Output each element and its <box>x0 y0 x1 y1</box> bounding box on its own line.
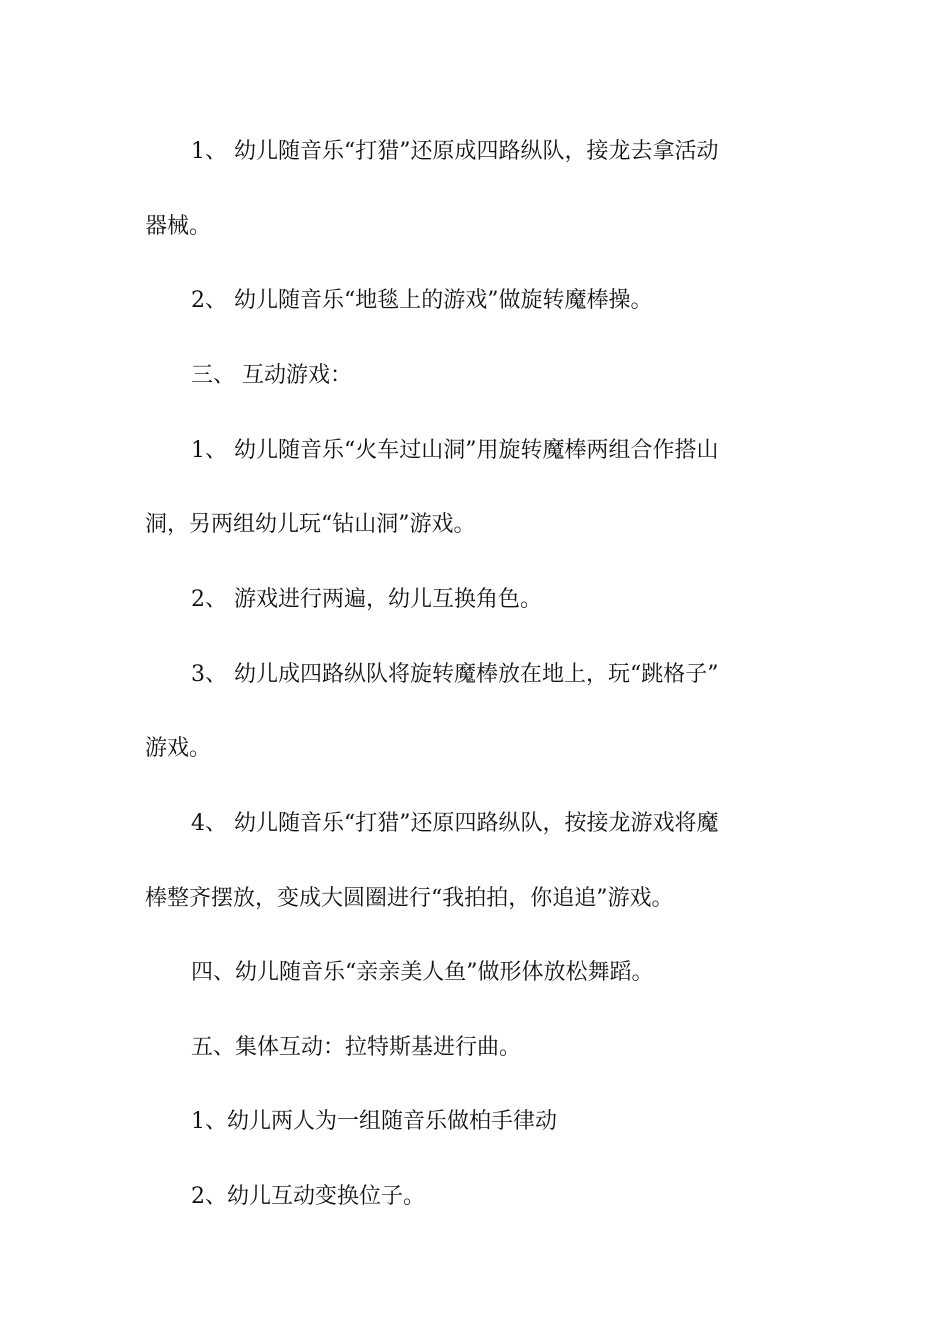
paragraph-line-15: 2、幼儿互动变换位子。 <box>191 1184 425 1209</box>
paragraph-line-11: 棒整齐摆放，变成大圆圈进行“我拍拍，你追追”游戏。 <box>145 886 674 911</box>
section-heading-five: 五、集体互动：拉特斯基进行曲。 <box>191 1035 522 1060</box>
paragraph-line-1: 1、 幼儿随音乐“打猎”还原成四路纵队，接龙去拿活动 <box>191 139 719 164</box>
paragraph-line-9: 游戏。 <box>145 736 212 761</box>
paragraph-line-2: 器械。 <box>145 214 212 239</box>
paragraph-line-6: 洞，另两组幼儿玩“钻山洞”游戏。 <box>145 512 476 537</box>
paragraph-line-8: 3、 幼儿成四路纵队将旋转魔棒放在地上，玩“跳格子” <box>191 662 719 687</box>
paragraph-line-14: 1、幼儿两人为一组随音乐做柏手律动 <box>191 1109 557 1134</box>
paragraph-line-3: 2、 幼儿随音乐“地毯上的游戏”做旋转魔棒操。 <box>191 288 653 313</box>
paragraph-line-10: 4、 幼儿随音乐“打猎”还原四路纵队，按接龙游戏将魔 <box>191 811 719 836</box>
paragraph-line-7: 2、 游戏进行两遍，幼儿互换角色。 <box>191 587 542 612</box>
section-heading-three: 三、 互动游戏： <box>191 363 352 388</box>
paragraph-line-5: 1、 幼儿随音乐“火车过山洞”用旋转魔棒两组合作搭山 <box>191 438 719 463</box>
section-heading-four: 四、幼儿随音乐“亲亲美人鱼”做形体放松舞蹈。 <box>191 960 654 985</box>
